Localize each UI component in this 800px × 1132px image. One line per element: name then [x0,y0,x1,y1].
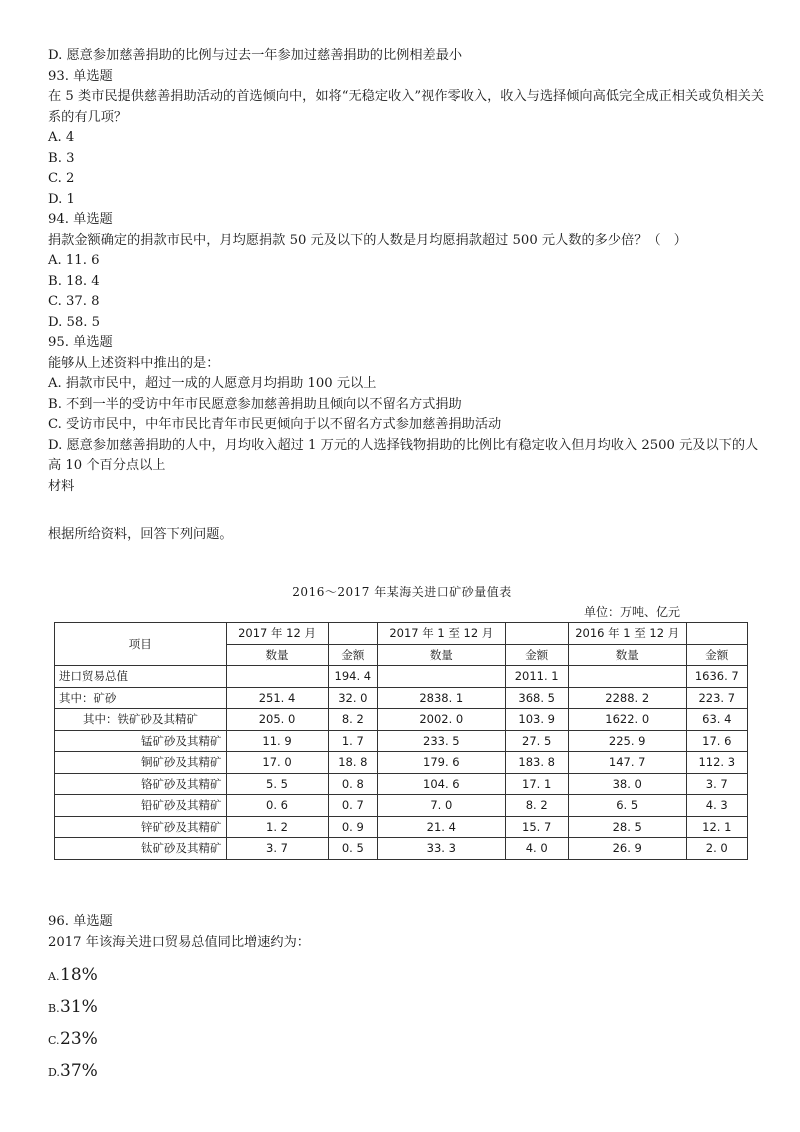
table-row [55,773,748,795]
cell: 103. 9 [505,709,568,731]
row-label: 其中：矿砂 [55,687,227,709]
header-period-2017-dec: 2017 年 12 月 [226,623,328,645]
table-row [55,666,748,688]
material-label: 材料 [48,478,75,494]
cell: 6. 5 [568,795,686,817]
cell: 205. 0 [226,709,328,731]
cell: 18. 8 [328,752,378,774]
cell: 38. 0 [568,773,686,795]
question-sheet [48,46,768,546]
cell: 26. 9 [568,838,686,860]
table-row [55,816,748,838]
subheader-qty: 数量 [568,644,686,666]
cell: 2011. 1 [505,666,568,688]
cell: 225. 9 [568,730,686,752]
cell: 251. 4 [226,687,328,709]
row-label: 其中：铁矿砂及其精矿 [55,709,227,731]
subheader-amt: 金额 [686,644,747,666]
row-label: 铅矿砂及其精矿 [55,795,227,817]
option-letter: A. [48,970,60,983]
q93-stem: 在 5 类市民提供慈善捐助活动的首选倾向中，如将“无稳定收入”视作零收入，收入与选择倾向高低完全成正相关或负相关关系的有几项？ [48,89,765,125]
cell: 0. 8 [328,773,378,795]
header-item: 项目 [55,623,227,666]
cell: 63. 4 [686,709,747,731]
cell: 233. 5 [378,730,505,752]
cell: 28. 5 [568,816,686,838]
option-letter: B. [48,1002,60,1015]
cell: 2002. 0 [378,709,505,731]
q96-option-c[interactable] [48,1017,768,1049]
q95-option-c[interactable]: C. 受访市民中，中年市民比青年市民更倾向于以不留名方式参加慈善捐助活动 [48,417,502,432]
q95-heading: 95. 单选题 [48,335,113,350]
row-label: 钛矿砂及其精矿 [55,838,227,860]
cell: 104. 6 [378,773,505,795]
cell: 17. 0 [226,752,328,774]
q93-option-a[interactable]: A. 4 [48,130,75,145]
cell: 4. 3 [686,795,747,817]
table-row [55,795,748,817]
cell: 5. 5 [226,773,328,795]
cell: 32. 0 [328,687,378,709]
table-row [55,730,748,752]
q95-option-b[interactable]: B. 不到一半的受访中年市民愿意参加慈善捐助且倾向以不留名方式捐助 [48,396,462,412]
table-row [55,752,748,774]
subheader-amt: 金额 [328,644,378,666]
cell: 1636. 7 [686,666,747,688]
row-label: 锌矿砂及其精矿 [55,816,227,838]
ore-import-table-block [54,582,750,860]
header-period-2016-full-blank [686,623,747,645]
q95-option-a[interactable]: A. 捐款市民中，超过一成的人愿意月均捐助 100 元以上 [48,376,377,391]
cell: 147. 7 [568,752,686,774]
cell: 17. 6 [686,730,747,752]
q93-option-b[interactable]: B. 3 [48,150,75,166]
cell: 12. 1 [686,816,747,838]
row-label: 铜矿砂及其精矿 [55,752,227,774]
table-title: 2016～2017 年某海关进口矿砂量值表 [292,585,512,599]
table-unit: 单位：万吨、亿元 [583,605,680,619]
table-row [55,838,748,860]
row-label: 铬矿砂及其精矿 [55,773,227,795]
q93-heading: 93. 单选题 [48,68,113,84]
q96-heading: 96. 单选题 [48,914,113,929]
header-period-2016-full: 2016 年 1 至 12 月 [568,623,686,645]
cell: 0. 9 [328,816,378,838]
q94-option-b[interactable]: B. 18. 4 [48,273,100,289]
cell: 27. 5 [505,730,568,752]
q94-stem: 捐款金额确定的捐款市民中，月均愿捐款 50 元及以下的人数是月均愿捐款超过 500 元人数的多少倍？（ ） [48,232,687,248]
cell: 183. 8 [505,752,568,774]
q92-option-d: D. 愿意参加慈善捐助的比例与过去一年参加过慈善捐助的比例相差最小 [48,48,463,63]
cell: 15. 7 [505,816,568,838]
q96-option-b[interactable] [48,985,768,1017]
cell: 368. 5 [505,687,568,709]
q95-option-d[interactable]: D. 愿意参加慈善捐助的人中，月均收入超过 1 万元的人选择钱物捐助的比例比有稳定收入但月均收入 2500 元及以下的人高 10 个百分点以上 [48,437,759,473]
q94-heading: 94. 单选题 [48,212,113,227]
subheader-qty: 数量 [378,644,505,666]
option-letter: D. [48,1066,60,1079]
cell: 4. 0 [505,838,568,860]
cell: 33. 3 [378,838,505,860]
cell: 11. 9 [226,730,328,752]
row-label: 进口贸易总值 [55,666,227,688]
cell: 179. 6 [378,752,505,774]
material-instruction: 根据所给资料，回答下列问题。 [48,527,233,542]
option-value: 37% [60,1061,98,1081]
header-period-2017-full-blank [505,623,568,645]
cell: 112. 3 [686,752,747,774]
cell: 2838. 1 [378,687,505,709]
cell: 7. 0 [378,795,505,817]
cell: 0. 5 [328,838,378,860]
q96-block [48,912,768,1081]
table-row [55,687,748,709]
option-letter: C. [48,1034,60,1047]
cell: 2. 0 [686,838,747,860]
cell: 1. 2 [226,816,328,838]
cell: 194. 4 [328,666,378,688]
row-label: 锰矿砂及其精矿 [55,730,227,752]
q93-option-c[interactable]: C. 2 [48,171,75,186]
cell: 8. 2 [328,709,378,731]
option-value: 23% [60,1029,98,1049]
cell: 3. 7 [686,773,747,795]
q95-stem: 能够从上述资料中推出的是： [48,355,220,371]
q93-option-d[interactable]: D. 1 [48,191,75,207]
cell: 2288. 2 [568,687,686,709]
cell: 8. 2 [505,795,568,817]
q94-option-c[interactable]: C. 37. 8 [48,294,100,309]
q94-option-a[interactable]: A. 11. 6 [48,253,100,268]
cell: 0. 6 [226,795,328,817]
ore-import-table [54,622,748,860]
q96-stem: 2017 年该海关进口贸易总值同比增速约为： [48,934,310,950]
option-value: 31% [60,997,98,1017]
cell: 223. 7 [686,687,747,709]
header-period-2017-dec-blank [328,623,378,645]
cell [378,666,505,688]
option-value: 18% [60,965,98,985]
cell: 3. 7 [226,838,328,860]
q96-option-a[interactable] [48,953,768,985]
q96-option-d[interactable] [48,1049,768,1081]
header-period-2017-full: 2017 年 1 至 12 月 [378,623,505,645]
cell: 0. 7 [328,795,378,817]
q94-option-d[interactable]: D. 58. 5 [48,314,101,330]
table-row [55,709,748,731]
cell: 1. 7 [328,730,378,752]
cell [226,666,328,688]
cell: 21. 4 [378,816,505,838]
cell: 1622. 0 [568,709,686,731]
cell: 17. 1 [505,773,568,795]
cell [568,666,686,688]
subheader-qty: 数量 [226,644,328,666]
subheader-amt: 金额 [505,644,568,666]
